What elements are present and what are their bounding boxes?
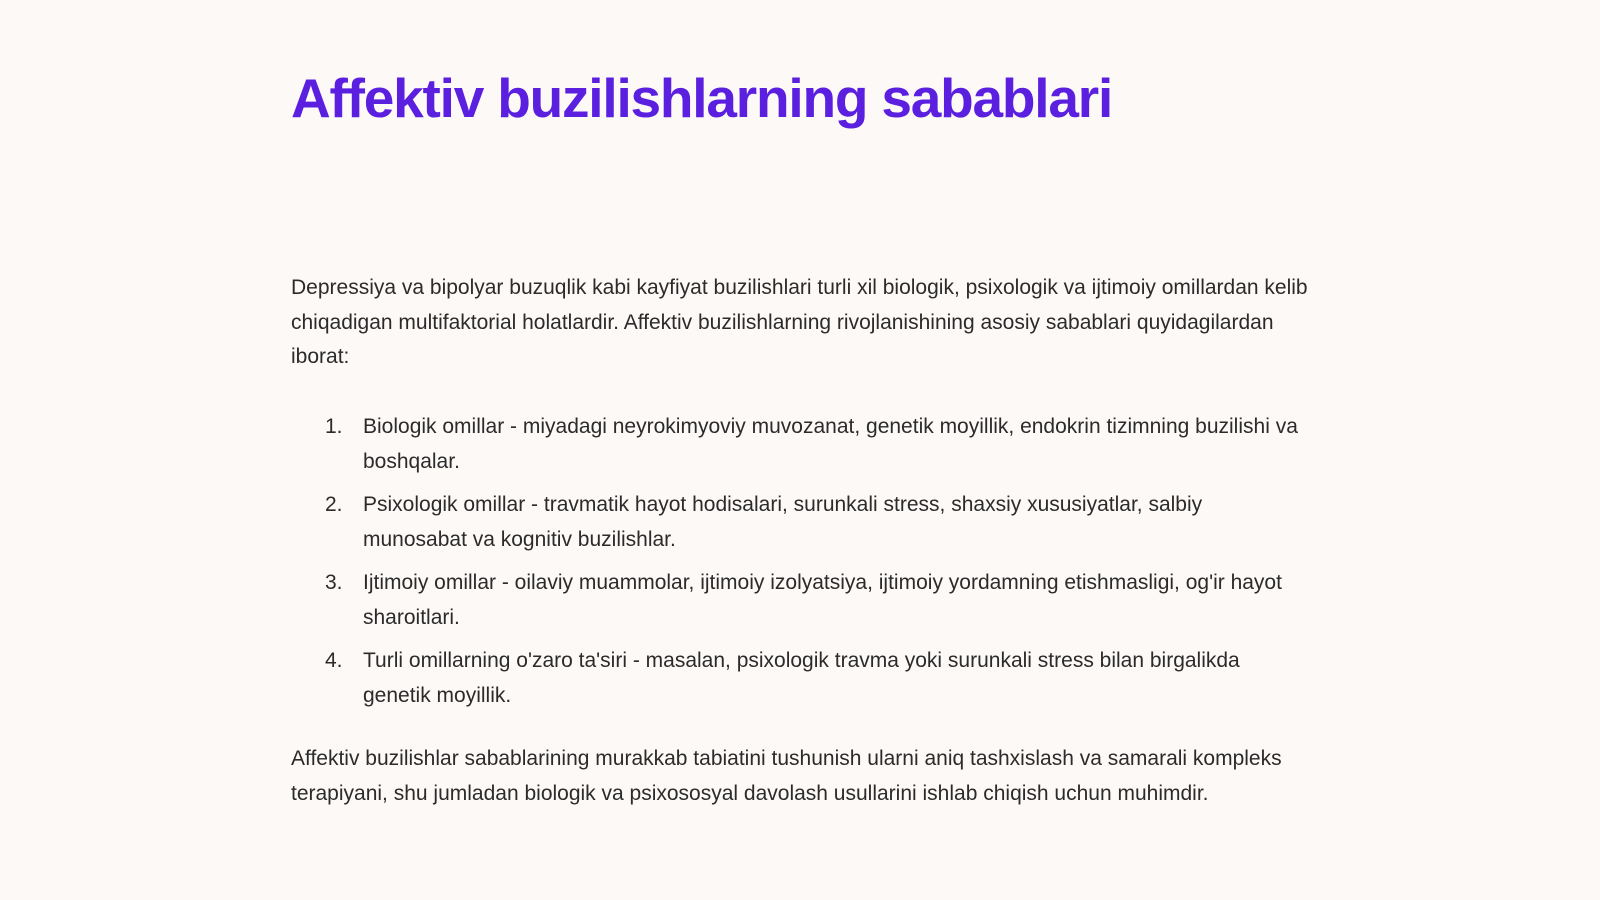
list-item-text: Biologik omillar - miyadagi neyrokimyoviy muvozanat, genetik moyillik, endokrin tizimning buzilishi va boshqalar. (363, 415, 1298, 473)
list-item-text: Turli omillarning o'zaro ta'siri - masalan, psixologik travma yoki surunkali stress bilan birgalikda genetik moyillik. (363, 649, 1240, 707)
list-item (291, 488, 1311, 557)
list-item-number: 3. (325, 571, 343, 594)
list-item-number: 1. (325, 415, 343, 438)
slide-title: Affektiv buzilishlarning sabablari (291, 67, 1113, 129)
list-item (291, 566, 1311, 635)
list-item (291, 644, 1311, 713)
intro-paragraph: Depressiya va bipolyar buzuqlik kabi kayfiyat buzilishlari turli xil biologik, psixologik va ijtimoiy omillardan kelib chiqadigan multifaktorial holatlardir. Affektiv buzilishlarning rivojlanishining asosiy sabablari quyidagilardan iborat: (291, 276, 1308, 368)
list-item-text: Ijtimoiy omillar - oilaviy muammolar, ijtimoiy izolyatsiya, ijtimoiy yordamning etishmasligi, og'ir hayot sharoitlari. (363, 571, 1282, 629)
list-item-number: 2. (325, 493, 343, 516)
causes-list (291, 410, 1311, 722)
list-item-text: Psixologik omillar - travmatik hayot hodisalari, surunkali stress, shaxsiy xususiyatlar, salbiy munosabat va kognitiv buzilishlar. (363, 493, 1203, 551)
conclusion-paragraph: Affektiv buzilishlar sabablarining murakkab tabiatini tushunish ularni aniq tashxislash va samarali kompleks terapiyani, shu jumladan biologik va psixososyal davolash usullarini ishlab chiqish uchun muhimdir. (291, 747, 1282, 805)
list-item (291, 410, 1311, 479)
list-item-number: 4. (325, 649, 343, 672)
